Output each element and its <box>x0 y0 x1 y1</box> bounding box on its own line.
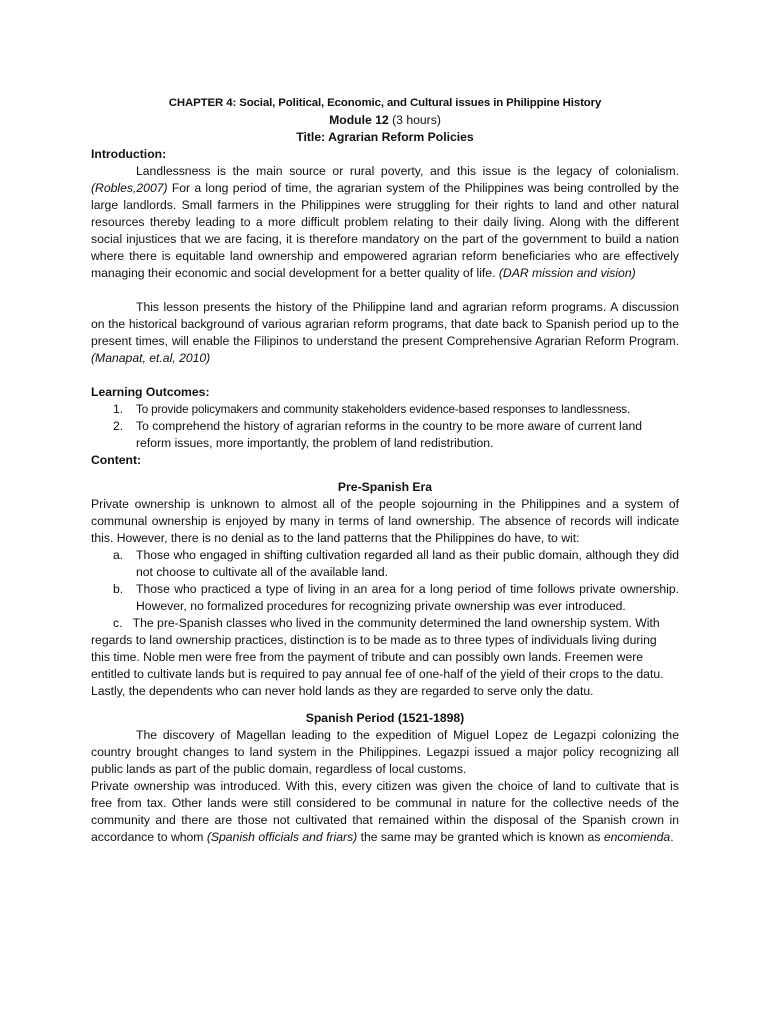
page-title: Title: Agrarian Reform Policies <box>296 130 474 144</box>
list-item <box>91 547 679 581</box>
list-item-text: To comprehend the history of agrarian reforms in the country to be more aware of current land reform issues, more importantly, the problem of land redistribution. <box>136 419 643 450</box>
list-item <box>91 401 679 418</box>
intro-p1-citation-2: (DAR mission and vision) <box>498 266 636 280</box>
pre-spanish-item-c <box>91 615 679 700</box>
section-heading-spanish-period: Spanish Period (1521-1898) <box>305 711 465 725</box>
list-marker: 2. <box>113 419 124 433</box>
module-line <box>91 112 679 129</box>
list-item-text: Those who engaged in shifting cultivation regarded all land as their public domain, although they did not choose to cultivate all of the available land. <box>136 548 679 579</box>
list-marker: 1. <box>113 402 124 416</box>
intro-p1-text-b: For a long period of time, the agrarian system of the Philippines was being controlled by the large landlords. Small farmers in the Philippines were struggling for their rights to land and other natural resources thereby leading to a more difficult problem relating to their daily living. Along with the different social injustices that we are facing, it is therefore mandatory on the part of the government to build a nation where there is equitable land ownership and empowered agrarian reform beneficiaries who are effectively managing their economic and social development for a better quality of life. <box>91 181 679 280</box>
list-item-text: The pre-Spanish classes who lived in the community determined the land ownership system. With regards to land ownership practices, distinction is to be made as to three types of individuals living during this time. Noble men were free from the payment of tribute and can possibly own lands. Freemen were entitled to cultivate lands but is required to pay annual fee of one-half of the yield of their crops to the datu. Lastly, the dependents who can never hold lands as they are regarded to serve only the datu. <box>91 616 664 698</box>
pre-spanish-intro: Private ownership is unknown to almost all of the people sojourning in the Philippines and a system of communal ownership is enjoyed by many in terms of land ownership. The absence of records will indicate this. However, there is no denial as to the land patterns that the Philippines do have, to wit: <box>91 497 679 545</box>
intro-p2-citation: (Manapat, et.al, 2010) <box>91 351 211 365</box>
intro-p2-text: This lesson presents the history of the Philippine land and agrarian reform programs. A discussion on the historical background of various agrarian reform programs, that date back to Spanish period up to the present times, will enable the Filipinos to understand the present Comprehensive Agrarian Reform Program. <box>91 300 679 348</box>
spanish-paragraph-1: The discovery of Magellan leading to the expedition of Miguel Lopez de Legazpi colonizing the country brought changes to land system in the Philippines. Legazpi issued a major policy recognizing all public lands as part of the public domain, regardless of local customs. <box>91 728 679 776</box>
intro-paragraph-2 <box>91 299 679 367</box>
spanish-paragraph-2 <box>91 778 679 846</box>
document-body <box>91 95 679 846</box>
list-marker: b. <box>113 582 124 596</box>
list-item <box>91 418 679 452</box>
list-item-text: To provide policymakers and community stakeholders evidence-based responses to landlessness. <box>136 403 631 416</box>
learning-outcomes-list <box>91 401 679 452</box>
list-marker: a. <box>113 548 124 562</box>
spanish-p2-term: encomienda <box>603 830 671 844</box>
module-duration: (3 hours) <box>388 113 441 127</box>
intro-paragraph-1 <box>91 163 679 282</box>
content-heading: Content: <box>91 453 142 467</box>
module-label: Module 12 <box>329 113 389 127</box>
spanish-p2-citation: (Spanish officials and friars) <box>206 830 358 844</box>
intro-p1-text-a: Landlessness is the main source or rural poverty, and this issue is the legacy of colonialism. <box>136 164 679 178</box>
chapter-heading: CHAPTER 4: Social, Political, Economic, and Cultural issues in Philippine History <box>168 97 602 109</box>
spanish-p2-text-a: Private ownership was introduced. With this, every citizen was given the choice of land to cultivate that is free from tax. Other lands were still considered to be communal in nature for the collective needs of the community and there are those not cultivated that remained within the disposal of the Spanish crown in accordance to whom <box>91 779 679 844</box>
learning-outcomes-heading: Learning Outcomes: <box>91 385 210 399</box>
section-heading-pre-spanish: Pre-Spanish Era <box>337 480 433 494</box>
intro-p1-citation: (Robles,2007) <box>91 181 168 195</box>
introduction-heading: Introduction: <box>91 147 167 161</box>
list-marker: c. <box>113 616 123 630</box>
pre-spanish-list <box>91 547 679 615</box>
spanish-p2-text-b: the same may be granted which is known as <box>357 830 604 844</box>
list-item-text: Those who practiced a type of living in an area for a long period of time follows private ownership. However, no formalized procedures for recognizing private ownership was ever introduced. <box>136 582 679 613</box>
list-item <box>91 581 679 615</box>
spanish-p2-end: . <box>670 830 674 844</box>
